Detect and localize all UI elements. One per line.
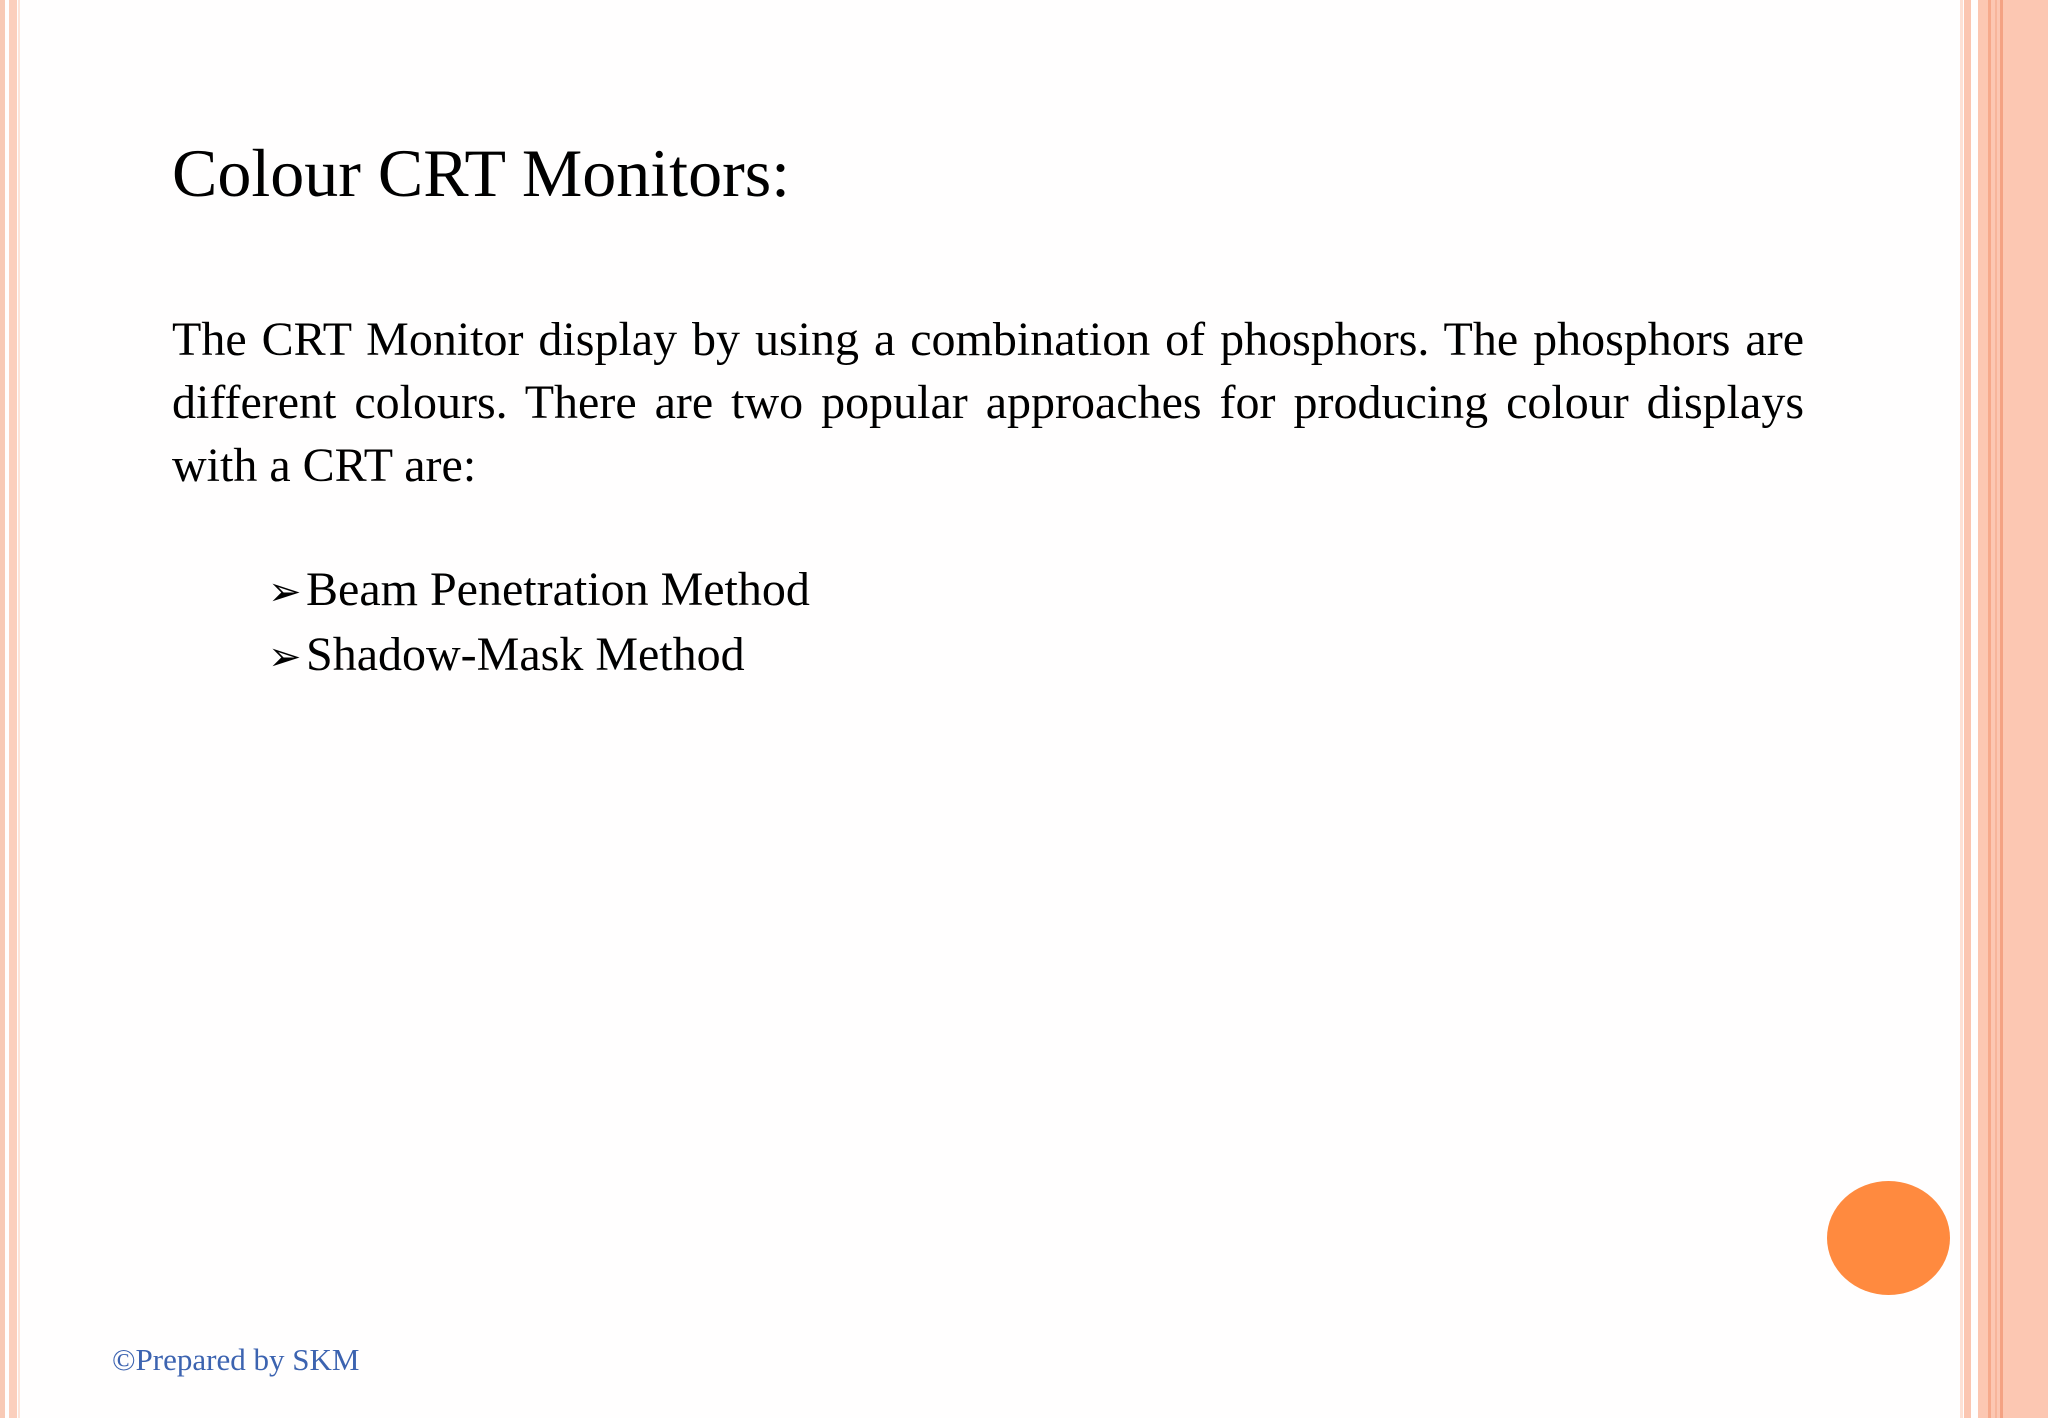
list-item [268,558,810,623]
right-border-decoration [1960,0,2048,1418]
left-border-decoration [0,0,22,1418]
bullet-label: Shadow-Mask Method [306,628,745,681]
bullet-list [268,558,810,688]
footer-credit: ©Prepared by SKM [112,1342,360,1377]
body-paragraph: The CRT Monitor display by using a combination of phosphors. The phosphors are different colours. There are two popular approaches for producing colour displays with a CRT are: [172,313,1804,492]
orange-circle-decoration [1827,1181,1950,1295]
bullet-label: Beam Penetration Method [306,563,810,616]
arrow-bullet-icon: ➢ [268,569,302,614]
slide-title: Colour CRT Monitors: [172,135,791,211]
list-item [268,623,810,688]
arrow-bullet-icon: ➢ [268,634,302,679]
